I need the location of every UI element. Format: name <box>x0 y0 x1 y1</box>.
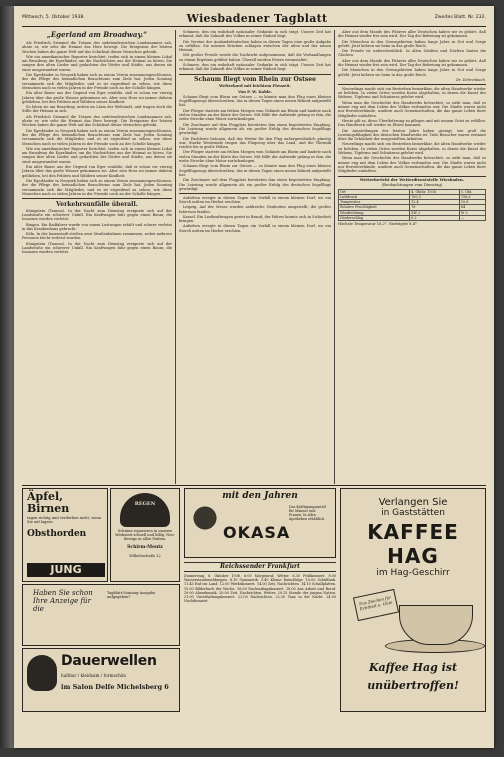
table-cell: W 3 <box>459 210 485 215</box>
section-divider <box>338 84 486 85</box>
article-paragraph: Neuerdings macht sich ein Bestreben bemerkbar, die alten Handwerke wieder zu beleben. In vielen Orten werden Kurse abgehalten, in denen die Kunst des Webens, Töpferns und Schnitzens gelehrt wird. <box>338 86 486 100</box>
article-subheadline: Weltrekord mit leichtem Fleuzeit. <box>219 83 291 89</box>
ad-text: tagen richtig und verderben nicht, wenn Sie auf lagern. <box>27 516 102 525</box>
ad-text: Schirme reparieren in unserer Werkstatt schnell und billig. Neu-Bezüge in allen Farben. <box>115 529 175 542</box>
article-byline: Von P. W. Kahle. <box>237 88 273 94</box>
table-cell: Windrichtung <box>339 210 410 215</box>
ad-text: Das Kräftigungsmittel für Männer und Frauen. In allen Apotheken erhältlich. <box>289 505 326 521</box>
article-paragraph: Wenn man die Geschichte des Handwerks betrachtet, so sieht man, daß es immer eng mit dem Leben des Volkes verbunden war. Die Zünfte waren nicht nur Berufsverbände, sondern auch Gemeinschaften, die das ganze Leben ihrer Mitglieder umfaßten. <box>338 100 486 118</box>
masthead <box>22 12 486 26</box>
table-header-cell: Ort <box>339 189 410 194</box>
coffee-cup-icon <box>399 605 473 645</box>
table-cell: — <box>459 215 485 220</box>
ad-text: haltbar / kleidsam / formschön <box>61 673 126 678</box>
article-paragraph: Wie ein amerikanischer Reporter berichtet, trafen sich in einem kleinen Lokal am Broadway die Egerländer, um die Nachrichten aus der Heimat zu hören. Sie sangen ihre alten Lieder und gedachten der Dörfer und Städte, aus denen sie einst ausgewandert waren. <box>22 54 172 72</box>
ads-section-rule <box>22 485 486 486</box>
ad-obsthorden <box>22 488 108 582</box>
article-paragraph: Als Friedrich Grimmel die Tränen des sudetendeutschen Landsmannes sah, ahnte er, wie sehr die Heimat das Herz bewegt. Die Ereignisse der letzten Wochen haben die ganze Welt auf das Schicksal dieser Menschen gelenkt. <box>22 41 172 54</box>
weather-table <box>338 189 486 221</box>
weather-table-title: Wetterbericht der Wetterdienststelle Wiesbaden. <box>359 177 465 183</box>
article-paragraph: Köln. In der Innenstadt stießen zwei Straßenbahnen zusammen, wobei mehrere Personen leicht verletzt wurden. <box>22 232 172 241</box>
ad-brand: JUNG <box>27 563 105 577</box>
article-paragraph: Ein alter Bauer aus der Gegend von Eger erzählte, daß er schon vor vierzig Jahren über das große Wasser gekommen sei. Aber sein Herz sei immer daheim geblieben, bei den Feldern und Wäldern seiner Kindheit. <box>22 165 172 178</box>
table-cell: Temperatur <box>339 200 410 205</box>
ad-slogan: unübertroffen! <box>367 679 459 692</box>
article-paragraph: Ein alter Bauer aus der Gegend von Eger erzählte, daß er schon vor vierzig Jahren über das große Wasser gekommen sei. Aber sein Herz sei immer daheim geblieben, bei den Feldern und Wäldern seiner Kindheit. <box>22 91 172 104</box>
table-cell: 0,2 <box>410 215 460 220</box>
ad-headline: Äpfel, Birnen <box>27 490 70 515</box>
table-cell: 84 <box>459 205 485 210</box>
newspaper-title: Wiesbadener Tagblatt <box>186 12 328 25</box>
article-paragraph: Die Ausstellungen der letzten Jahre haben gezeigt, wie groß die Leistungsfähigkeit des deutschen Handwerks ist. Viele Besucher waren erstaunt über die Schönheit der ausgestellten Arbeiten. <box>338 128 486 142</box>
ad-address: Wilhelmstraße 22 <box>129 553 161 558</box>
article-paragraph: Die Zuschauer auf dem Flugplatz bereiteten ihm einen begeisterten Empfang. Die Leistung wurde allgemein als ein großer Erfolg des deutschen Segelflugs gewürdigt. <box>179 122 331 136</box>
ad-kaffee-hag <box>340 488 486 712</box>
table-header-cell: 4. Oktbr. 1938 <box>410 189 460 194</box>
article-paragraph: Wie ein amerikanischer Reporter berichtet, trafen sich in einem kleinen Lokal am Broadway die Egerländer, um die Nachrichten aus der Heimat zu hören. Sie sangen ihre alten Lieder und gedachten der Dörfer und Städte, aus denen sie einst ausgewandert waren. <box>22 146 172 164</box>
quality-seal-badge: Das Zeichen für Echtheit u. Güte <box>353 589 399 621</box>
article-paragraph: Als Friedrich Grimmel die Tränen des sudetendeutschen Landsmannes sah, ahnte er, wie sehr die Heimat das Herz bewegt. Die Ereignisse der letzten Wochen haben die ganze Welt auf das Schicksal dieser Menschen gelenkt. <box>22 114 172 128</box>
article-paragraph: Die Menschen in den Grenzgebieten haben lange Jahre in Not und Sorge gelebt. Jetzt kehren sie heim in das große Reich. <box>338 68 486 77</box>
ad-tagblatt-sonntag <box>22 584 180 646</box>
weather-table-footnote: Höchste Temperatur 16,2°. Niedrigste 8,4°. <box>338 221 418 226</box>
weather-table-subtitle: (Beobachtungen vom Dienstag) <box>381 182 443 188</box>
issue-date: Mittwoch, 5. Oktober 1938. <box>22 15 85 20</box>
column-rule <box>334 30 335 484</box>
section-divider <box>338 176 486 177</box>
column-3 <box>338 30 486 484</box>
ad-slogan: Tagblatt-Sonntag-Ausgabe aufgegeben? <box>107 591 156 600</box>
article-paragraph: Aufsehen erregte in diesen Tagen ein Vorfall in einem kleinen Dorf, wo ein Storch mitten im Herbst erschien. <box>179 224 331 233</box>
article-paragraph: Die Egerländer in Neuyork haben sich zu einem Verein zusammengeschlossen, der die Pflege des heimatlichen Brauchtums zum Ziele hat. Jeden Sonntag versammeln sich die Mitglieder, und es ist ergreifend zu sehen, wie diese Menschen nach so vielen Jahren in der Fremde noch an der Scholle hängen. <box>22 73 172 90</box>
article-paragraph: Aber aus dem Munde des Führers aller Deutschen haben wir es gehört, daß die Heimat wieder frei sein wird. Der Tag der Befreiung ist gekommen. <box>338 58 486 68</box>
table-header-cell: 5. Okt. <box>459 189 485 194</box>
article-paragraph: Die Fachleute betonen, daß das Wetter für den Flug außergewöhnlich günstig war. Starke Westwinde trugen das Flugzeug über das Land, und die Thermik reichte bis in große Höhen. <box>179 136 331 150</box>
table-row <box>339 215 486 220</box>
article-paragraph: Die Freude ist unbeschreiblich. In allen Städten und Dörfern läuten die Glocken. <box>338 49 486 58</box>
article-paragraph: Heute gilt es, diese Überlieferung zu pflegen und mit neuem Geist zu erfüllen. Das Handwerk soll wieder zu Ehren kommen. <box>338 118 486 128</box>
book-binding <box>0 6 14 748</box>
ad-line: Verlangen Sie <box>378 497 448 508</box>
ad-line: im Hag-Geschirr <box>376 568 450 578</box>
section-headline: Verkehrsunfälle überall. <box>56 200 138 208</box>
article-paragraph: Schaum fliegt vom Rhein zur Ostsee — so könnte man den Flug eines kleinen Segelflugzeugs überschreiben, das in diesen Tagen einen neuen Rekord aufgestellt hat. <box>179 164 331 177</box>
ad-script-text: Haben Sie schon Ihre Anzeige für die <box>33 589 93 613</box>
column-1 <box>22 30 172 484</box>
ad-badge: REGEN <box>134 501 156 507</box>
article-paragraph: Aufsehen erregte in diesen Tagen ein Vorfall in einem kleinen Dorf, wo ein Storch mitten im Herbst erschien. <box>179 195 331 204</box>
ad-line: in Gaststätten <box>381 508 445 518</box>
ad-shop-name: Schirm-Mentz <box>127 544 163 550</box>
article-paragraph: Die Egerländer in Neuyork haben sich zu einem Verein zusammengeschlossen, der die Pflege des heimatlichen Brauchtums zum Ziele hat. Jeden Sonntag versammeln sich die Mitglieder, und es ist ergreifend zu sehen, wie diese Menschen nach so vielen Jahren in der Fremde noch an der Scholle hängen. <box>22 178 172 196</box>
article-paragraph: Leipzig. Auf der Messe wurden zahlreiche Neuheiten ausgestellt, die großes Interesse fanden. <box>179 205 331 214</box>
ad-salon-name: im Salon Delfe Michelsberg 6 <box>61 683 169 691</box>
article-paragraph: Wenn man die Geschichte des Handwerks betrachtet, so sieht man, daß es immer eng mit dem Leben des Volkes verbunden war. Die Zünfte waren nicht nur Berufsverbände, sondern auch Gemeinschaften, die das ganze Leben ihrer Mitglieder umfaßten. <box>338 156 486 174</box>
tree-illustration <box>191 503 219 553</box>
ad-slogan: Kaffee Hag ist <box>368 661 458 674</box>
ad-headline: mit den Jahren <box>222 491 298 501</box>
article-paragraph: Bingen. Ein Radfahrer wurde von einem Lastwagen erfaßt und schwer verletzt in das Krankenhaus gebracht. <box>22 222 172 231</box>
article-paragraph: Königstein (Taunus). In der Nacht zum Dienstag ereignete sich auf der Landstraße ein schwerer Unfall. Ein Kraftwagen fuhr gegen einen Baum; die Insassen wurden verletzt. <box>22 208 172 222</box>
ad-dauerwellen <box>22 648 180 712</box>
column-rule <box>175 30 176 484</box>
article-paragraph: Die Menschen in den Grenzgebieten haben lange Jahre in Not und Sorge gelebt. Jetzt kehren sie heim in das große Reich. <box>338 39 486 48</box>
section-divider <box>22 198 172 199</box>
article-signature: Dr. Dehrenbach. <box>456 77 486 82</box>
article-paragraph: Schaum fliegt vom Rhein zur Ostsee — so könnte man den Flug eines kleinen Segelflugzeugs überschreiben, das in diesen Tagen einen neuen Rekord aufgestellt hat. <box>179 94 331 108</box>
ad-brand: OKASA <box>223 523 291 542</box>
article-paragraph: So leben sie am Broadway, mitten im Lärm der Weltstadt, und tragen doch die Stille der Heimat in sich. <box>22 105 172 114</box>
radio-program-title: Reichssender Frankfurt <box>184 562 336 572</box>
ad-subheadline: Obsthorden <box>27 528 87 539</box>
table-cell: Relative Feuchtigkeit <box>339 205 410 210</box>
ad-brand: KAFFEE HAG <box>367 520 459 568</box>
table-row <box>339 205 486 210</box>
table-cell: Niederschlag <box>339 215 410 220</box>
article-paragraph: Schmerz, den ein wahrhaft nationaler Gedanke in sich trägt. Unsere Zeit hat erkannt, daß die Zukunft des Volkes in seiner Einheit liegt. <box>179 30 331 39</box>
masthead-rule <box>22 26 486 27</box>
newspaper-page <box>14 6 494 748</box>
article-paragraph: Die Egerländer in Neuyork haben sich zu einem Verein zusammengeschlossen, der die Pflege des heimatlichen Brauchtums zum Ziele hat. Jeden Sonntag versammeln sich die Mitglieder, und es ist ergreifend zu sehen, wie diese Menschen nach so vielen Jahren in der Fremde noch an der Scholle hängen. <box>22 128 172 146</box>
table-cell: 758,6 <box>459 194 485 199</box>
article-paragraph: Die Zuschauer auf dem Flugplatz bereiteten ihm einen begeisterten Empfang. Die Leistung wurde allgemein als ein großer Erfolg des deutschen Segelflugs gewürdigt. <box>179 178 331 191</box>
article-paragraph: Schmerz, den ein wahrhaft nationaler Gedanke in sich trägt. Unsere Zeit hat erkannt, daß die Zukunft des Volkes in seiner Einheit liegt. <box>179 63 331 72</box>
article-headline: „Egerland am Broadway.“ <box>46 30 148 39</box>
ad-schirme <box>110 488 180 582</box>
article-paragraph: Aber aus dem Munde des Führers aller Deutschen haben wir es gehört, daß die Heimat wieder frei sein wird. Der Tag der Befreiung ist gekommen. <box>338 30 486 39</box>
article-paragraph: Der Flieger startete am frühen Morgen vom Gelände am Rhein und landete nach vielen Stunden an der Küste der Ostsee. Mit Hilfe der Aufwinde gelang es ihm, die weite Strecke ohne Motor zurückzulegen. <box>179 108 331 122</box>
table-row <box>339 210 486 215</box>
table-cell: 78 <box>410 205 460 210</box>
section-divider <box>179 193 331 194</box>
radio-program-text: Donnerstag, 6. Oktober 1938. 6.00 Morgenruf, Wetter. 6.30 Frühkonzert. 8.00 Wasserstandsmeldungen. 8.10 Gymnastik. 9.40 Kleine Ratschläge. 10.00 Schulfunk. 11.45 Ruf ins Land. 12.00 Werkskonzert. 14.00 Zeit, Nachrichten. 14.10 Schallplatten. 15.00 Bilderbuch der Woche. 16.00 Nachmittagskonzert. 18.00 Aus Arbeit und Beruf. 19.00 Abendmusik. 20.00 Zeit, Nachrichten, Wetter. 20.15 Stunde der jungen Nation. 21.00 Unterhaltungskonzert. 22.00 Nachrichten. 22.30 Tanz in die Nacht. 24.00 Nachtkonzert. <box>184 574 336 604</box>
table-cell: 760,3 <box>410 194 460 199</box>
article-paragraph: Die Vereine der Auslandsdeutschen haben in diesen Tagen eine große Aufgabe zu erfüllen. Sie müssen Brücken schlagen zwischen der alten und der neuen Heimat. <box>179 39 331 53</box>
article-headline: Schaum fliegt vom Rhein zur Ostsee <box>194 76 316 84</box>
column-2 <box>179 30 331 484</box>
radio-program <box>184 562 336 712</box>
article-paragraph: Königstein (Taunus). In der Nacht zum Dienstag ereignete sich auf der Landstraße ein schwerer Unfall. Ein Kraftwagen fuhr gegen einen Baum; die Insassen wurden verletzt. <box>22 241 172 255</box>
article-paragraph: Neuerdings macht sich ein Bestreben bemerkbar, die alten Handwerke wieder zu beleben. In vielen Orten werden Kurse abgehalten, in denen die Kunst des Webens, Töpferns und Schnitzens gelehrt wird. <box>338 142 486 156</box>
article-paragraph: Kassel. Ein Lastkraftwagen geriet in Brand; der Fahrer konnte sich in Sicherheit bringen. <box>179 214 331 224</box>
ad-okasa <box>184 488 336 558</box>
article-paragraph: Mit großer Freude wurde die Nachricht aufgenommen, daß die Verhandlungen zu einem Ergebnis geführt haben. Überall wurden Feiern veranstaltet. <box>179 53 331 62</box>
article-paragraph: Der Flieger startete am frühen Morgen vom Gelände am Rhein und landete nach vielen Stunden an der Küste der Ostsee. Mit Hilfe der Aufwinde gelang es ihm, die weite Strecke ohne Motor zurückzulegen. <box>179 150 331 164</box>
issue-page-number: Zweites Blatt. Nr. 232. <box>434 15 486 20</box>
umbrella-icon <box>120 493 170 527</box>
table-cell: SW 2 <box>410 210 460 215</box>
table-cell: 10,8 <box>459 200 485 205</box>
table-cell: 12,4 <box>410 200 460 205</box>
table-cell: Luftdruck <box>339 194 410 199</box>
ad-brand: Dauerwellen <box>61 653 157 669</box>
portrait-illustration <box>27 655 57 691</box>
section-divider <box>179 74 331 75</box>
